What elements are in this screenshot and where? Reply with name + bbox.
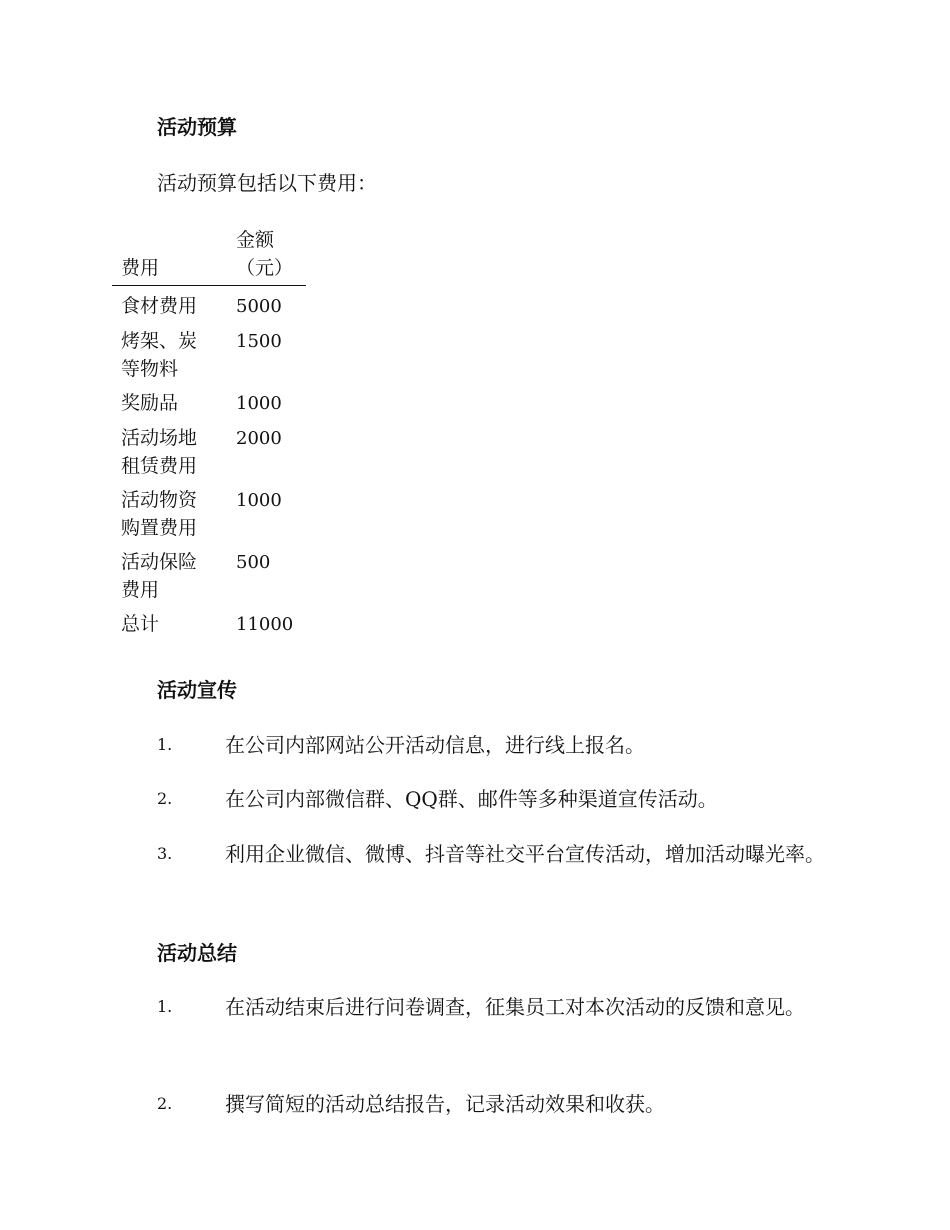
row-amount: 1500 — [236, 331, 282, 352]
list-item — [112, 724, 842, 766]
list-text: 在公司内部网站公开活动信息，进行线上报名。 — [225, 733, 645, 757]
summary-heading: 活动总结 — [157, 941, 237, 965]
table-row — [112, 323, 306, 385]
table-row — [112, 420, 306, 482]
table-row — [112, 286, 306, 324]
row-item: 活动场地租赁费用 — [121, 427, 198, 477]
list-number: 2. — [157, 1094, 173, 1113]
table-row — [112, 544, 306, 606]
row-item: 活动物资购置费用 — [121, 489, 198, 539]
list-text: 利用企业微信、微博、抖音等社交平台宣传活动，增加活动曝光率。 — [225, 842, 825, 866]
row-amount: 2000 — [236, 428, 282, 449]
table-row — [112, 385, 306, 420]
row-item: 活动保险费用 — [121, 551, 198, 601]
table-row — [112, 482, 306, 544]
list-item — [112, 1083, 842, 1125]
budget-heading: 活动预算 — [157, 115, 237, 139]
row-amount: 1000 — [236, 490, 282, 511]
list-number: 1. — [157, 735, 173, 754]
row-amount: 5000 — [236, 296, 282, 317]
table-row-total — [112, 606, 306, 641]
budget-table — [112, 226, 306, 641]
row-item: 烤架、炭等物料 — [121, 330, 198, 380]
header-amount: 金额（元） — [227, 226, 306, 286]
row-item: 奖励品 — [121, 392, 179, 414]
list-text: 撰写简短的活动总结报告，记录活动效果和收获。 — [225, 1092, 665, 1116]
promotion-heading: 活动宣传 — [157, 678, 237, 702]
list-text: 在公司内部微信群、QQ群、邮件等多种渠道宣传活动。 — [225, 787, 718, 811]
list-item — [112, 778, 842, 820]
row-amount: 500 — [236, 552, 271, 573]
header-item: 费用 — [112, 226, 227, 286]
row-item: 食材费用 — [121, 295, 198, 317]
list-number: 3. — [157, 844, 173, 863]
budget-intro: 活动预算包括以下费用： — [157, 171, 377, 195]
row-item: 总计 — [121, 613, 160, 635]
budget-table-header-row — [112, 226, 306, 286]
row-amount: 1000 — [236, 393, 282, 414]
list-number: 1. — [157, 997, 173, 1016]
row-amount: 11000 — [236, 614, 294, 635]
list-number: 2. — [157, 789, 173, 808]
list-item — [112, 986, 842, 1028]
list-text: 在活动结束后进行问卷调查，征集员工对本次活动的反馈和意见。 — [225, 995, 805, 1019]
list-item — [112, 833, 842, 875]
